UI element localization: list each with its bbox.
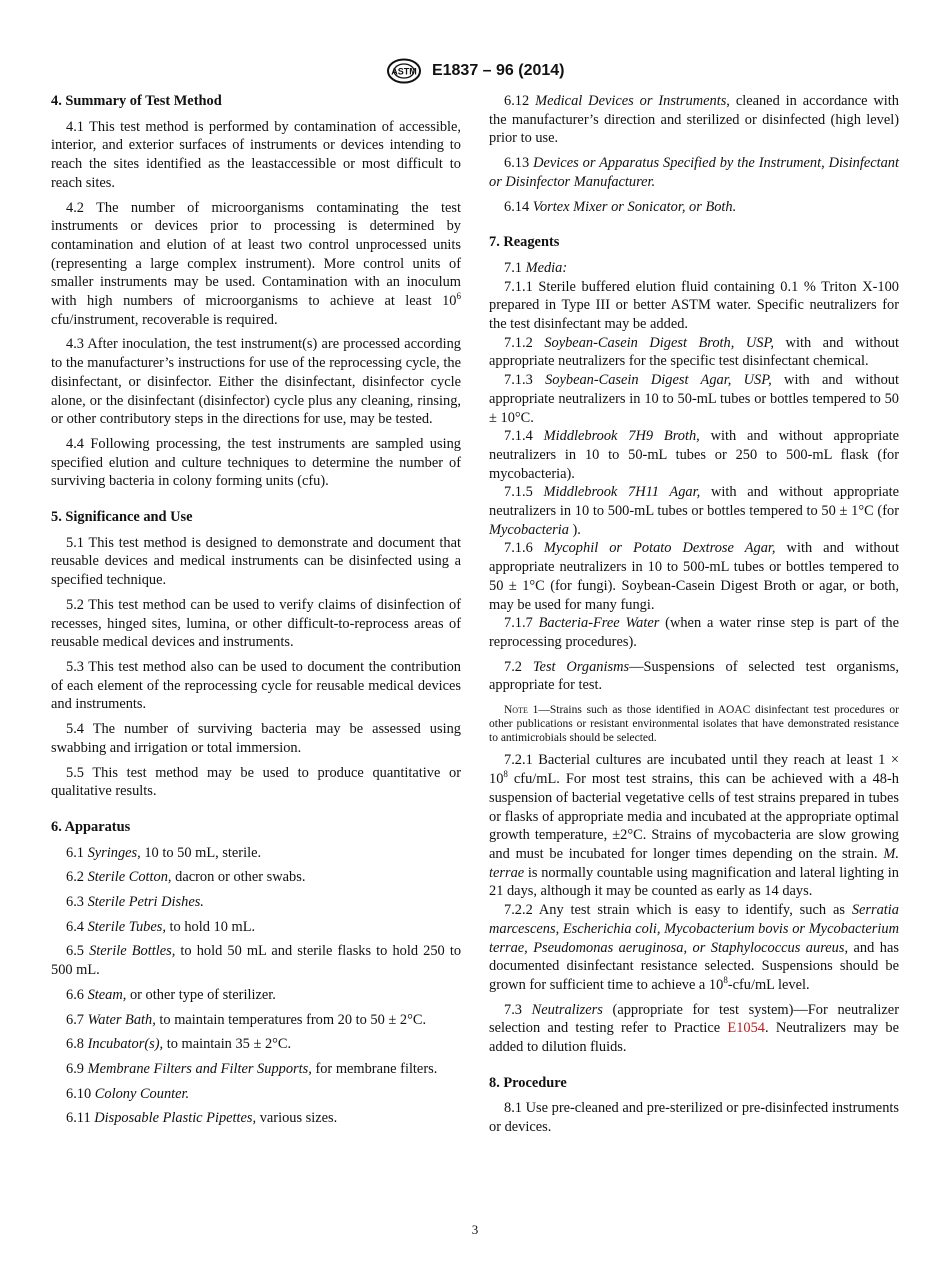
paragraph-7-1-2: 7.1.2 Soybean-Casein Digest Broth, USP, with and without appropriate neutralizers for the specific test disinfectant chemical. (489, 334, 899, 370)
left-column (51, 92, 461, 1134)
paragraph-4-2: 4.2 The number of microorganisms contaminating the test instruments or devices prior to processing is determined by contamination and elution of at least two control unprocessed units (representing a large complex instrument). More control units of smaller instruments may be used. Contamination with an inoculum with high numbers of microorganisms to achieve at least $10^6$ cfu/instrument, recoverable is required. (51, 199, 461, 328)
paragraph-7-2: 7.2 Test Organisms—Suspensions of selected test organisms, appropriate for test. (489, 658, 899, 694)
paragraph-4-3: 4.3 After inoculation, the test instrument(s) are processed according to the manufacturer’s instructions for use of the reprocessing cycle, the disinfectant, or disinfector. Either the disinfectant, disinfector cycle alone, or the disinfectant (disinfector) cycle plus any cleaning, rinsing, or other contributory steps in the directions for use, may be tested. (51, 336, 461, 428)
paragraph-6-11: 6.11 Disposable Plastic Pipettes, various sizes. (66, 1110, 338, 1127)
svg-text:ASTM: ASTM (390, 66, 417, 77)
paragraph-5-2: 5.2 This test method can be used to verify claims of disinfection of recesses, hinged sites, lumina, or other difficult-to-reprocess areas of reusable medical devices and instruments. (51, 596, 461, 651)
paragraph-7-2-1: 7.2.1 Bacterial cultures are incubated until they reach at least $1 \times 10^8$ cfu/mL. For most test strains, this can be achieved with a 48-h suspension of bacterial vegetative cells of test strains prepared in tubes or flasks of appropriate media and incubated at the appropriate optimal growth temperature, ±2°C. Strains of mycobacteria are slow growing and must be incubated for longer times depending on the strain. M. terrae is normally countable using magnification and lateral lighting in 21 days, although it may be counted as early as 14 days. (489, 752, 899, 900)
document-designation: E1837 – 96 (2014) (431, 62, 565, 79)
paragraph-4-4: 4.4 Following processing, the test instruments are sampled using specified elution and culture techniques to determine the number of surviving bacteria in colony forming units (cfu). (51, 435, 461, 490)
paragraph-6-3: 6.3 Sterile Petri Dishes. (66, 894, 204, 911)
paragraph-6-9: 6.9 Membrane Filters and Filter Supports, for membrane filters. (66, 1060, 438, 1077)
paragraph-6-5: 6.5 Sterile Bottles, to hold 50 mL and sterile flasks to hold 250 to 500 mL. (51, 943, 462, 979)
paragraph-5-5: 5.5 This test method may be used to produce quantitative or qualitative results. (51, 764, 461, 800)
paragraph-6-1: 6.1 Syringes, 10 to 50 mL, sterile. (66, 844, 262, 861)
paragraph-7-1-3: 7.1.3 Soybean-Casein Digest Agar, USP, with and without appropriate neutralizers in 10 to 50-mL tubes or bottles tempered to 50 ± 10°C. (489, 372, 899, 426)
paragraph-6-6: 6.6 Steam, or other type of sterilizer. (66, 986, 276, 1003)
paragraph-6-2: 6.2 Sterile Cotton, dacron or other swabs. (66, 869, 306, 886)
paragraph-7-1-1: 7.1.1 Sterile buffered elution fluid containing 0.1 % Triton X-100 prepared in Type III or better ASTM water. Specific neutralizers for the test disinfectant may be added. (489, 278, 899, 333)
paragraph-6-4: 6.4 Sterile Tubes, to hold 10 mL. (66, 918, 256, 935)
paragraph-6-12: 6.12 Medical Devices or Instruments, cleaned in accordance with the manufacturer’s direction and sterilized or disinfected (high level) prior to use. (489, 93, 899, 147)
paragraph-7-1-4: 7.1.4 Middlebrook 7H9 Broth, with and without appropriate neutralizers in 10 to 50-mL tubes or 250 to 500-mL flask (for mycobacteria). (489, 428, 900, 482)
right-column (489, 92, 899, 1143)
document-header (0, 58, 950, 84)
reference-link-e1054[interactable]: E1054 (727, 1020, 765, 1037)
paragraph-6-10: 6.10 Colony Counter. (66, 1085, 190, 1102)
astm-logo-icon (386, 58, 422, 84)
section-heading-8: 8. Procedure (489, 1074, 567, 1091)
section-heading-4: 4. Summary of Test Method (51, 93, 222, 109)
paragraph-7-3: 7.3 Neutralizers (appropriate for test system)—For neutralizer selection and testing refer to Practice E1054. Neutralizers may be added to dilution fluids. (489, 1001, 899, 1056)
paragraph-6-14: 6.14 Vortex Mixer or Sonicator, or Both. (504, 198, 737, 215)
paragraph-5-3: 5.3 This test method also can be used to document the contribution of each element of the reprocessing cycle for reusable medical devices and instruments. (51, 658, 461, 713)
paragraph-7-1-5: 7.1.5 Middlebrook 7H11 Agar, with and without appropriate neutralizers in 10 to 500-mL tubes or bottles tempered to 50 ± 1°C (for Mycobacteria ). (489, 484, 899, 538)
paragraph-7-1: 7.1 Media: (504, 259, 568, 276)
paragraph-6-13: 6.13 Devices or Apparatus Specified by the Instrument, Disinfectant or Disinfector Manufacturer. (489, 155, 900, 190)
section-heading-7: 7. Reagents (489, 234, 560, 251)
paragraph-7-1-7: 7.1.7 Bacteria-Free Water (when a water rinse step is part of the reprocessing procedures). (489, 615, 899, 650)
note-1: Note 1—Strains such as those identified in AOAC disinfectant test procedures or other publications or resistant environmental isolates that have demonstrated resistance to antimicrobials should be selected. (489, 704, 899, 744)
page-number: 3 (471, 1222, 479, 1237)
paragraph-7-2-2: 7.2.2 Any test strain which is easy to identify, such as Serratia marcescens, Escherichia coli, Mycobacterium bovis or Mycobacterium terrae, Pseudomonas aeruginosa, or Staphylococcus aureus, and has documented disinfectant resistance selected. Suspensions should be grown for sufficient time to achieve a $10^8-cfu/mL$ level. (489, 902, 899, 993)
paragraph-8-1: 8.1 Use pre-cleaned and pre-sterilized or pre-disinfected instruments or devices. (489, 1100, 899, 1136)
section-heading-6: 6. Apparatus (51, 818, 131, 835)
paragraph-6-8: 6.8 Incubator(s), to maintain 35 ± 2°C. (66, 1036, 292, 1053)
paragraph-5-4: 5.4 The number of surviving bacteria may be assessed using swabbing and irrigation or total immersion. (51, 721, 461, 756)
paragraph-5-1: 5.1 This test method is designed to demonstrate and document that reusable devices and medical instruments can be disinfected using a specified technique. (51, 534, 461, 589)
paragraph-7-1-6: 7.1.6 Mycophil or Potato Dextrose Agar, with and without appropriate neutralizers in 10 to 500-mL tubes or bottles tempered to 50 ± 1°C (for fungi). Soybean-Casein Digest Broth or agar, or both, may be used for many fungi. (489, 540, 899, 613)
paragraph-4-1: 4.1 This test method is performed by contamination of accessible, interior, and exterior surfaces of instruments or devices intending to reach the sites identified as the leastaccessible or most difficult to reach sites. (51, 118, 461, 191)
paragraph-6-7: 6.7 Water Bath, to maintain temperatures from 20 to 50 ± 2°C. (66, 1011, 427, 1028)
section-heading-5: 5. Significance and Use (51, 509, 193, 526)
